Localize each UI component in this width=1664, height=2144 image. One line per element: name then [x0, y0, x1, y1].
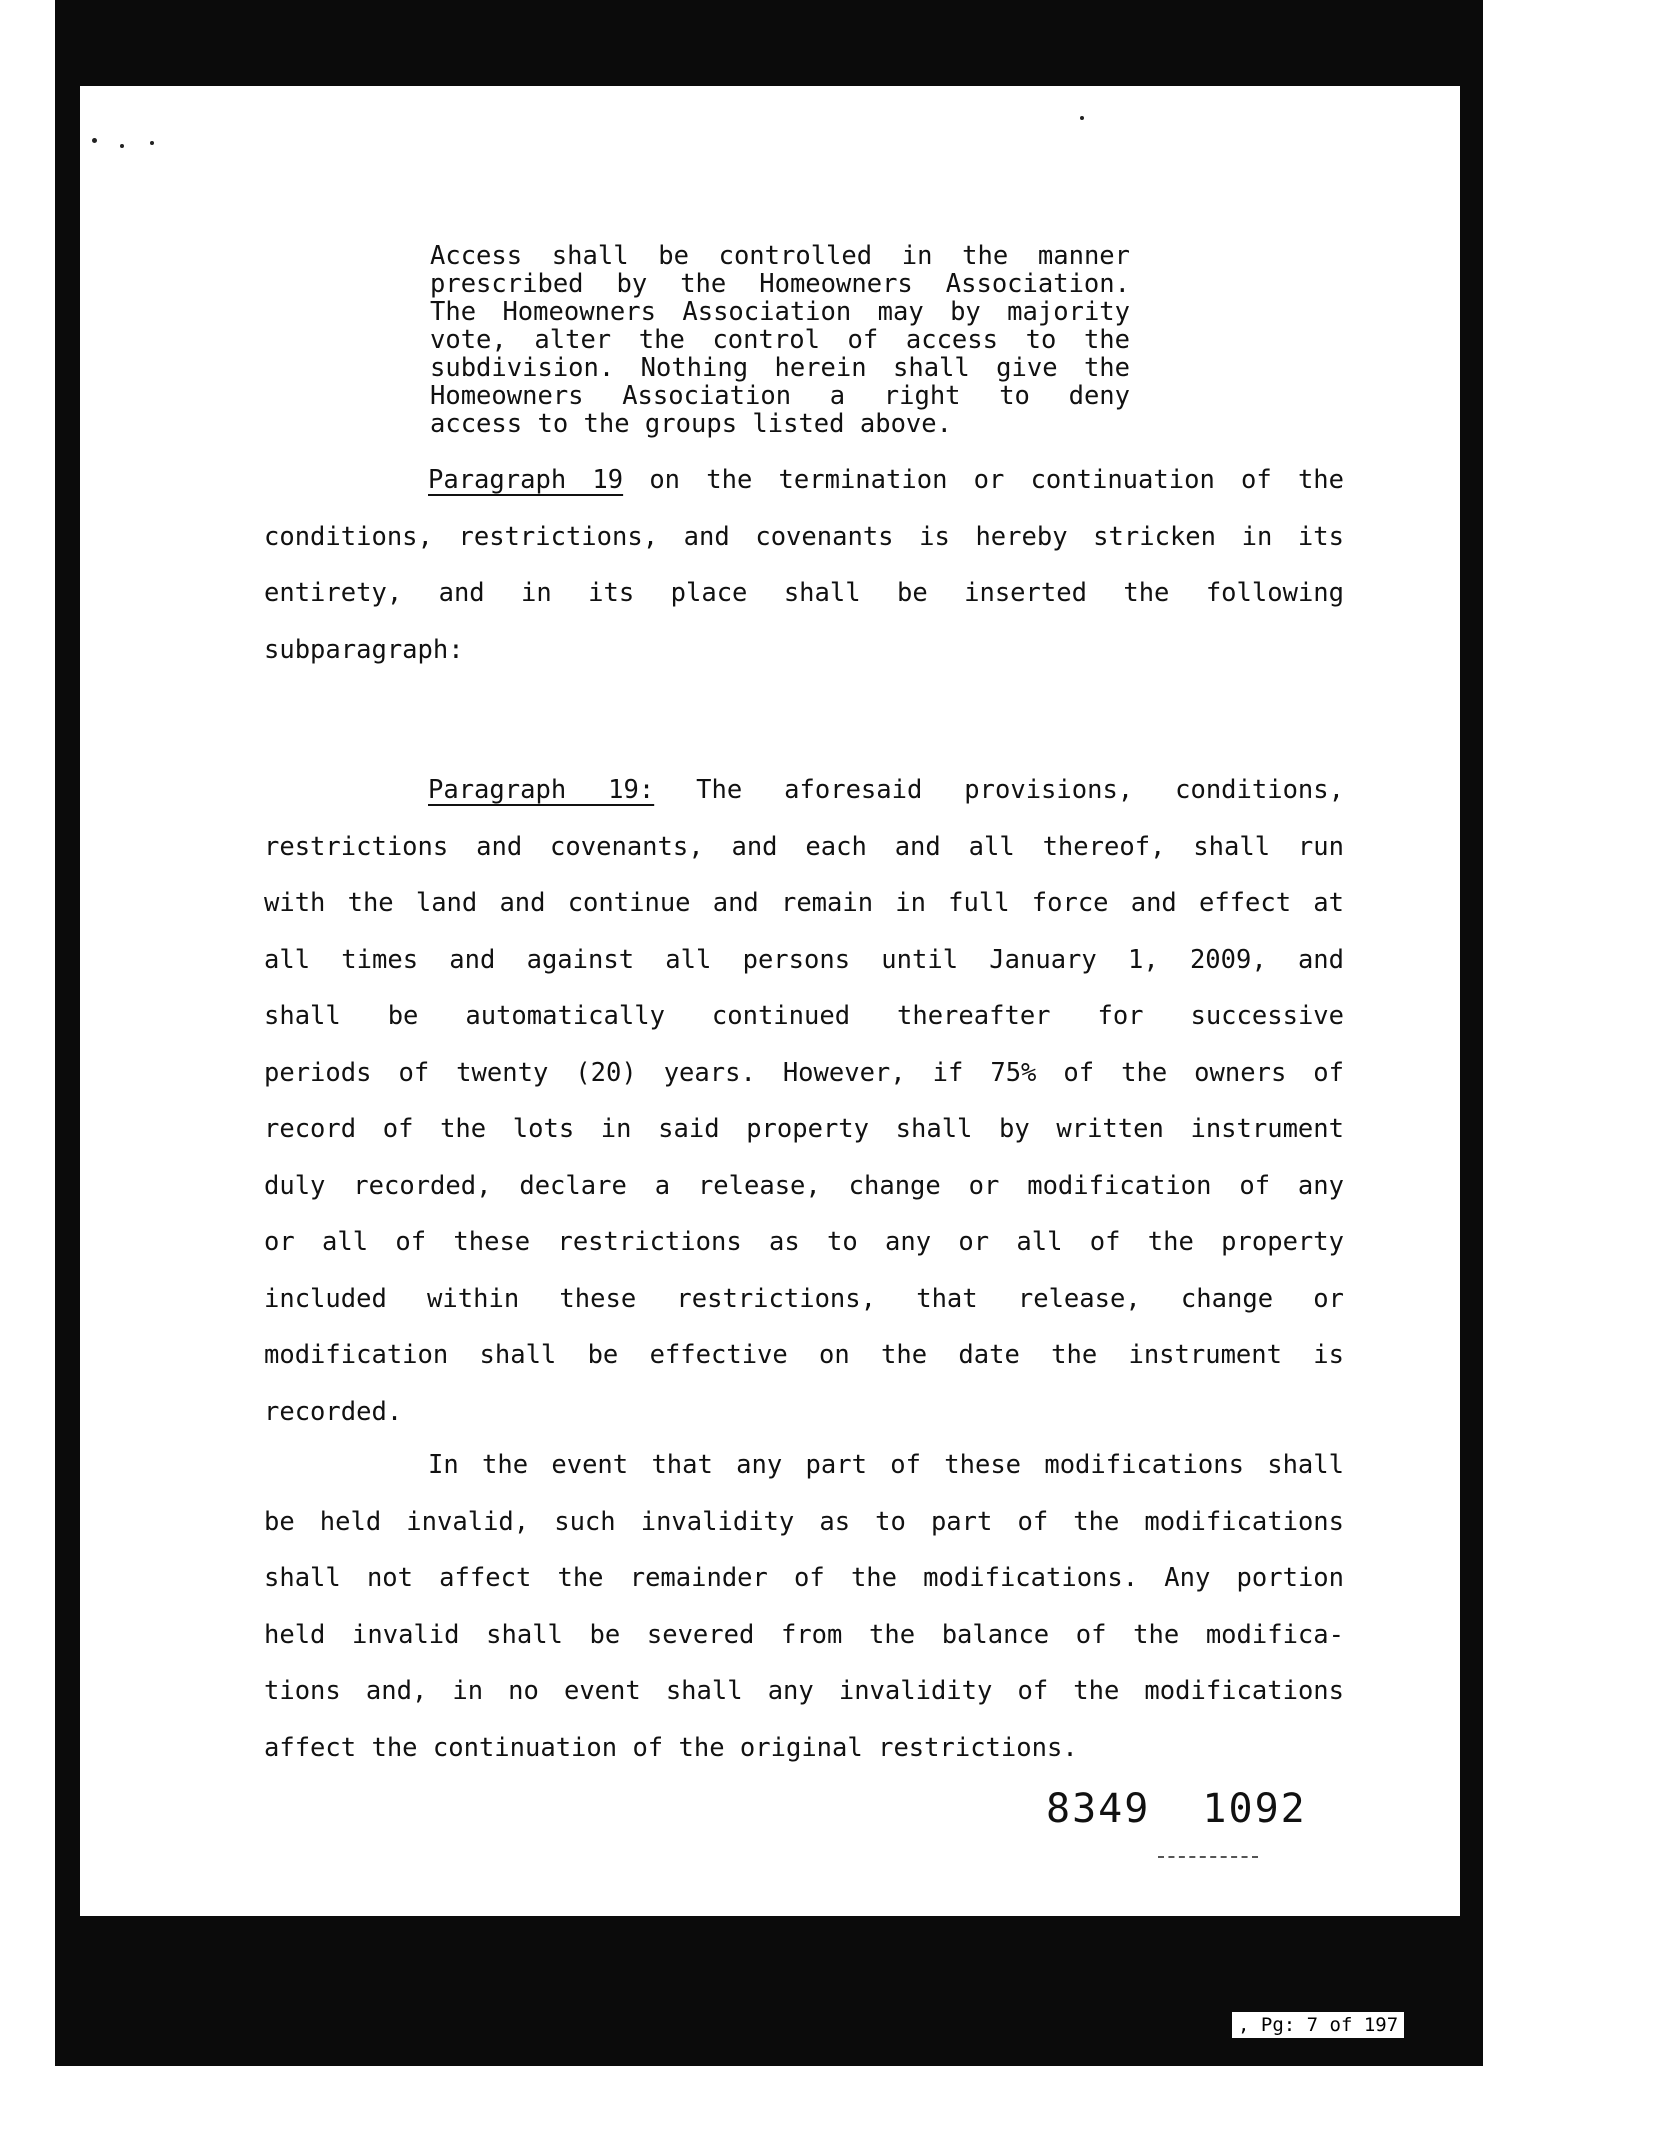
paragraph-line: included within these restrictions, that release, change or	[264, 1283, 1344, 1314]
paragraph-line-text: on the termination or continuation of the	[623, 465, 1345, 495]
paragraph-line: affect the continuation of the original restrictions.	[264, 1732, 1078, 1763]
paragraph-line: shall be automatically continued thereafter for successive	[264, 1001, 1344, 1031]
quote-line: prescribed by the Homeowners Association.	[430, 269, 1130, 299]
scan-speck	[150, 141, 154, 145]
paragraph-heading: Paragraph 19	[428, 465, 624, 495]
quote-line: Homeowners Association a right to deny	[430, 381, 1130, 411]
document-page	[80, 86, 1460, 1916]
quote-line: The Homeowners Association may by majority	[430, 297, 1130, 327]
indented-quote	[430, 242, 1130, 438]
paragraph-line: restrictions and covenants, and each and all thereof, shall run	[264, 831, 1344, 862]
paragraph-line	[264, 762, 1344, 819]
scan-speck	[92, 138, 97, 143]
quote-line: Access shall be controlled in the manner	[430, 241, 1130, 271]
invalidity-paragraph	[264, 1437, 1344, 1776]
page-counter: , Pg: 7 of 197	[1232, 2012, 1404, 2038]
paragraph-line: be held invalid, such invalidity as to part of the modifications	[264, 1506, 1344, 1537]
paragraph-heading: Paragraph 19:	[428, 775, 655, 805]
paragraph-line: entirety, and in its place shall be inserted the following	[264, 578, 1344, 608]
paragraph-line	[264, 452, 1344, 509]
paragraph-19-replacement	[264, 762, 1344, 1440]
paragraph-line: modification shall be effective on the date the instrument is	[264, 1340, 1344, 1370]
paragraph-19-intro	[264, 452, 1344, 678]
paragraph-line: record of the lots in said property shall by written instrument	[264, 1114, 1344, 1144]
book-page-number: 8349 1092	[1046, 1786, 1307, 1832]
scan-speck	[1080, 116, 1084, 120]
paragraph-line: In the event that any part of these modifications shall	[428, 1450, 1344, 1480]
quote-line: access to the groups listed above.	[430, 409, 952, 439]
paragraph-line: held invalid shall be severed from the balance of the modifica-	[264, 1619, 1344, 1650]
paragraph-line: recorded.	[264, 1396, 403, 1427]
paragraph-line: shall not affect the remainder of the modifications. Any portion	[264, 1563, 1344, 1593]
paragraph-line: or all of these restrictions as to any or all of the property	[264, 1227, 1344, 1257]
paragraph-line: periods of twenty (20) years. However, if 75% of the owners of	[264, 1057, 1344, 1088]
scan-speck	[120, 144, 124, 148]
paragraph-line-text: The aforesaid provisions, conditions,	[654, 775, 1344, 805]
paragraph-line: duly recorded, declare a release, change or modification of any	[264, 1170, 1344, 1201]
quote-line: subdivision. Nothing herein shall give the	[430, 353, 1130, 383]
paragraph-line: tions and, in no event shall any invalidity of the modifications	[264, 1676, 1344, 1706]
paragraph-line: subparagraph:	[264, 634, 464, 665]
paragraph-line: with the land and continue and remain in full force and effect at	[264, 888, 1344, 918]
quote-line: vote, alter the control of access to the	[430, 325, 1130, 355]
paragraph-line: all times and against all persons until January 1, 2009, and	[264, 944, 1344, 975]
scan-dash-marks	[1158, 1856, 1258, 1864]
paragraph-line: conditions, restrictions, and covenants is hereby stricken in its	[264, 521, 1344, 552]
